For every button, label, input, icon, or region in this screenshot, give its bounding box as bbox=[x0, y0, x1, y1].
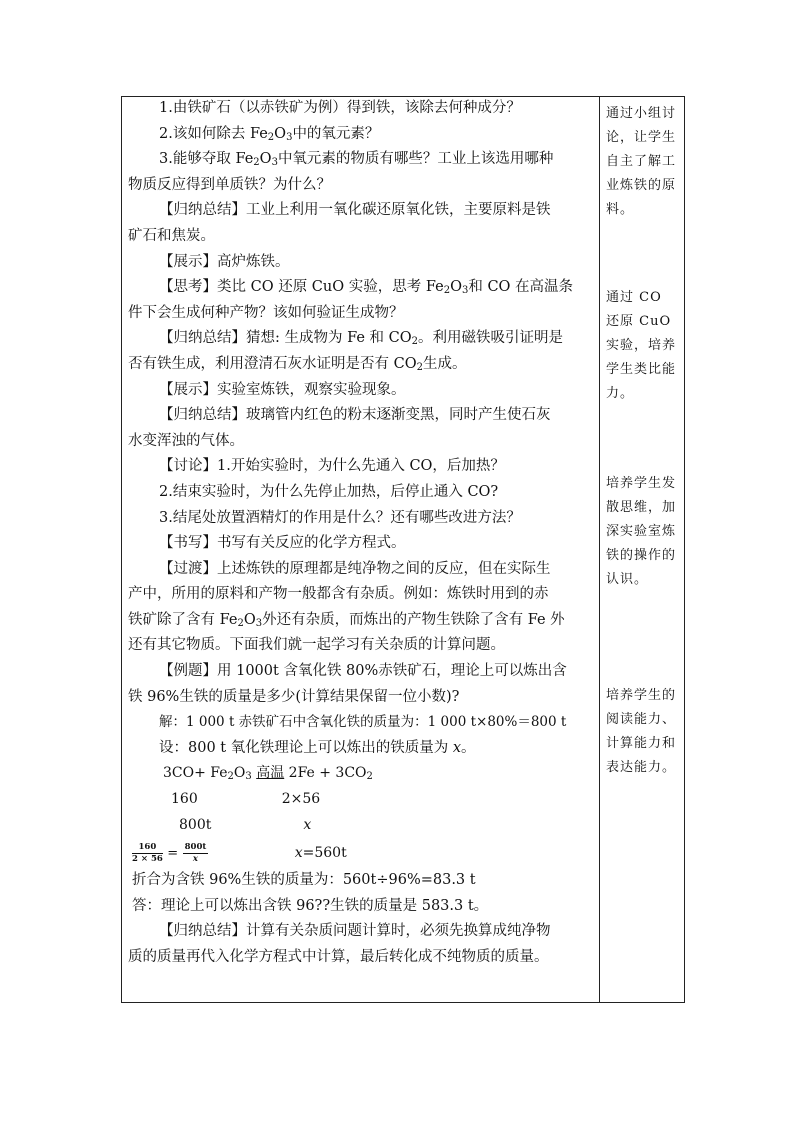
discussion-2: 2.结束实验时，为什么先停止加热，后停止通入 CO? bbox=[159, 483, 499, 500]
conversion: 折合为含铁 96%生铁的质量为：560t÷96%=83.3 t bbox=[132, 872, 476, 889]
question-2: 2.该如何除去 $Fe_2O_3$中的氧元素？ bbox=[159, 125, 380, 143]
summary-3-cont: 水变浑浊的气体。 bbox=[128, 432, 244, 449]
fraction-left: $\frac{160}{2 \times 56}$ bbox=[132, 841, 163, 864]
example: 【例题】用 1000t 含氧化铁 80%赤铁矿石，理论上可以炼出含 bbox=[159, 663, 567, 680]
question-1: 1.由铁矿石（以赤铁矿为例）得到铁，该除去何种成分？ bbox=[159, 100, 521, 116]
transition-cont-2: 铁矿除了含有 $Fe_2O_3$外还有杂质，而炼出的产物生铁除了含有 Fe 外 bbox=[128, 611, 565, 629]
note-1: 通过小组讨论，让学生自主了解工业炼铁的原料。 bbox=[606, 106, 677, 217]
question-3: 3.能够夺取 $Fe_2O_3$中氧元素的物质有哪些？工业上该选用哪种 bbox=[159, 151, 554, 169]
ratio-row-2: 800t x bbox=[179, 816, 312, 833]
summary-1: 【归纳总结】工业上利用一氧化碳还原氧化铁，主要原料是铁 bbox=[159, 202, 551, 219]
note-4: 培养学生的阅读能力、计算能力和表达能力。 bbox=[606, 688, 677, 775]
summary-4-cont: 质的质量再代入化学方程式中计算，最后转化成不纯物质的质量。 bbox=[128, 949, 549, 965]
summary-2-cont: 否有铁生成，利用澄清石灰水证明是否有 $CO_2$生成。 bbox=[128, 355, 467, 373]
discussion-1: 【讨论】1.开始实验时，为什么先通入 CO，后加热？ bbox=[159, 458, 505, 475]
ratio-row-1: 160 2×56 bbox=[171, 791, 321, 808]
question-3-cont: 物质反应得到单质铁？为什么？ bbox=[128, 176, 331, 193]
summary-2: 【归纳总结】猜想: 生成物为 Fe 和 $CO_2$。利用磁铁吸引证明是 bbox=[159, 330, 564, 348]
column-divider bbox=[599, 96, 600, 1003]
thinking-cont: 件下会生成何种产物？该如何验证生成物？ bbox=[128, 304, 404, 321]
summary-1-cont: 矿石和焦炭。 bbox=[128, 227, 215, 244]
transition-cont-3: 还有其它物质。下面我们就一起学习有关杂质的计算问题。 bbox=[128, 637, 505, 654]
display-2: 【展示】实验室炼铁，观察实验现象。 bbox=[159, 381, 406, 398]
display-1: 【展示】高炉炼铁。 bbox=[159, 253, 290, 270]
thinking: 【思考】类比 CO 还原 CuO 实验，思考 $Fe_2O_3$和 CO 在高温条 bbox=[159, 279, 574, 297]
summary-4: 【归纳总结】计算有关杂质问题计算时，必须先换算成纯净物 bbox=[159, 923, 551, 940]
fraction-right: $\frac{800t}{x}$ bbox=[184, 841, 207, 864]
answer: 答：理论上可以炼出含铁 96??生铁的质量是 583.3 t。 bbox=[132, 897, 489, 914]
example-cont: 铁 96%生铁的质量是多少(计算结果保留一位小数)? bbox=[128, 688, 460, 705]
solution-2: 设：800 t 氧化铁理论上可以炼出的铁质量为 x。 bbox=[159, 739, 476, 756]
proportion: $\frac{160}{2 \times 56}$ = $\frac{800t}{x}$ x=560t bbox=[132, 841, 347, 864]
note-3: 培养学生发散思维，加深实验室炼铁的操作的认识。 bbox=[606, 476, 677, 587]
transition-cont-1: 产中，所用的原料和产物一般都含有杂质。例如：炼铁时用到的赤 bbox=[128, 586, 549, 603]
equation: $3CO+ Fe_2O_3$ 高温 $2Fe + 3CO_2$ bbox=[163, 765, 373, 783]
summary-3: 【归纳总结】玻璃管内红色的粉末逐渐变黑，同时产生使石灰 bbox=[159, 407, 551, 424]
note-2: 通过 CO 还原 CuO 实验，培养学生类比能力。 bbox=[606, 290, 677, 401]
transition: 【过渡】上述炼铁的原理都是纯净物之间的反应，但在实际生 bbox=[159, 560, 551, 577]
discussion-3: 3.结尾处放置酒精灯的作用是什么？还有哪些改进方法？ bbox=[159, 509, 521, 526]
lesson-content bbox=[128, 96, 594, 971]
writing: 【书写】书写有关反应的化学方程式。 bbox=[159, 535, 406, 552]
solution-1: 解：1 000 t 赤铁矿石中含氧化铁的质量为：1 000 t×80%＝800 t bbox=[159, 714, 567, 731]
